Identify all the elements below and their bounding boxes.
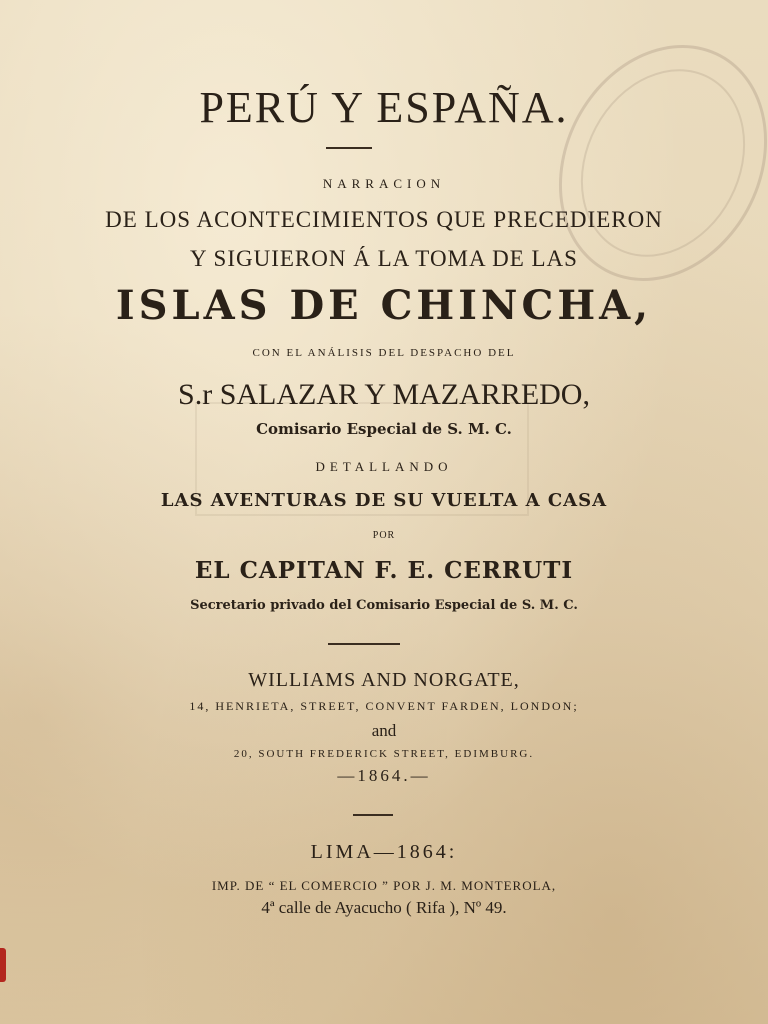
publisher-year: —1864.— <box>337 766 431 785</box>
description-line-2: Y SIGUIERON Á LA TOMA DE LAS <box>190 246 578 271</box>
book-title: PERÚ Y ESPAÑA. <box>199 83 569 132</box>
publisher-london-address: 14, HENRIETA, STREET, CONVENT FARDEN, LONDON; <box>189 699 579 713</box>
person-title: Comisario Especial de S. M. C. <box>256 420 512 438</box>
subtitle-label: NARRACION <box>322 176 446 191</box>
adventures-line: LAS AVENTURAS DE SU VUELTA A CASA <box>160 490 608 511</box>
description-line-1: DE LOS ACONTECIMIENTOS QUE PRECEDIERON <box>105 207 663 232</box>
title-rule <box>326 147 372 149</box>
by-label: POR <box>372 530 396 541</box>
author-role: Secretario privado del Comisario Especial de S. M. C. <box>190 598 578 613</box>
person-name: S.r SALAZAR Y MAZARREDO, <box>178 378 590 411</box>
publisher-rule <box>328 643 400 645</box>
imprint-address: 4ª calle de Ayacucho ( Rifa ), Nº 49. <box>261 898 507 917</box>
publisher-name: WILLIAMS AND NORGATE, <box>248 669 520 691</box>
analysis-line: CON EL ANÁLISIS DEL DESPACHO DEL <box>252 347 516 359</box>
publisher-edinburgh-address: 20, SOUTH FREDERICK STREET, EDIMBURG. <box>233 748 535 760</box>
imprint-rule <box>353 814 393 816</box>
imprint-printer: IMP. DE “ EL COMERCIO ” POR J. M. MONTEROLA, <box>211 878 557 893</box>
red-edge-mark <box>0 948 6 982</box>
author-name: EL CAPITAN F. E. CERRUTI <box>194 557 574 584</box>
detail-label: DETALLANDO <box>315 459 453 474</box>
publisher-conjunction: and <box>371 721 397 740</box>
imprint-place-date: LIMA—1864: <box>310 841 458 863</box>
main-subject: ISLAS DE CHINCHA, <box>115 282 653 329</box>
